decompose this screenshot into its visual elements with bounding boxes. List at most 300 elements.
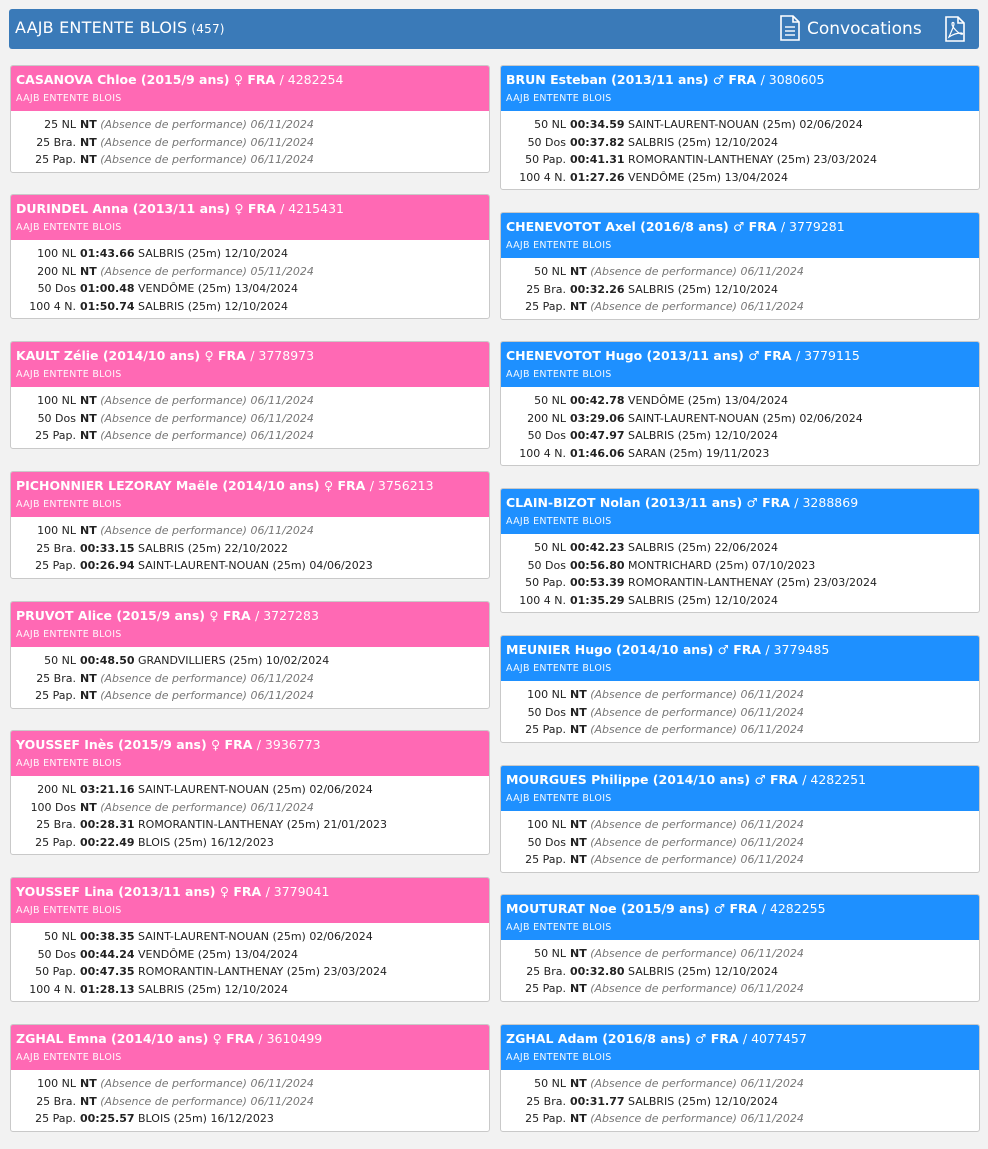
swimmer-name[interactable]: [16, 478, 434, 493]
swimmer-name-text: PRUVOT Alice (2015/9 ans) ♀ FRA: [16, 608, 251, 623]
performance-row: [11, 298, 489, 316]
performance-row: [11, 687, 489, 705]
swimmer-club: AAJB ENTENTE BLOIS: [16, 499, 122, 510]
absence-note: (Absence de performance) 05/11/2024: [100, 264, 314, 278]
absence-note: (Absence de performance) 06/11/2024: [100, 689, 314, 702]
performance-list: [11, 111, 489, 172]
swimmer-license: / 3779485: [765, 642, 830, 657]
performance-list: [11, 240, 489, 318]
best-time: 00:37.82: [570, 135, 625, 149]
best-time: 00:26.94: [80, 559, 135, 572]
performance-list: [501, 258, 979, 319]
event-label: 25 Bra.: [36, 1094, 76, 1108]
performance-row: [501, 151, 979, 169]
performance-row: [11, 946, 489, 964]
event-label: 25 Bra.: [36, 541, 76, 555]
performance-row: [11, 963, 489, 981]
absence-note: (Absence de performance) 06/11/2024: [100, 800, 314, 814]
absence-note: (Absence de performance) 06/11/2024: [100, 671, 314, 685]
swimmer-license: / 3080605: [760, 72, 825, 87]
event-label: 200 NL: [37, 264, 76, 278]
event-label: 50 Dos: [527, 429, 566, 442]
swimmer-card-header: [501, 895, 979, 940]
best-time: 00:33.15: [80, 541, 135, 555]
swimmer-license: / 3727283: [255, 608, 319, 623]
best-time: NT: [570, 1077, 587, 1090]
swimmer-name-text: MOURGUES Philippe (2014/10 ans) ♂ FRA: [506, 772, 798, 787]
swimmer-club: AAJB ENTENTE BLOIS: [16, 1052, 122, 1063]
swimmer-card: [10, 194, 490, 319]
absence-note: (Absence de performance) 06/11/2024: [100, 524, 314, 537]
best-time: NT: [570, 947, 587, 960]
swimmer-name[interactable]: [506, 901, 826, 916]
swimmer-card-header: [501, 1025, 979, 1070]
swimmer-name-text: CLAIN-BIZOT Nolan (2013/11 ans) ♂ FRA: [506, 495, 790, 510]
best-time: NT: [80, 671, 97, 685]
performance-place-date: SALBRIS (25m) 12/10/2024: [628, 429, 778, 442]
performance-place-date: SALBRIS (25m) 12/10/2024: [628, 1094, 778, 1108]
absence-note: (Absence de performance) 06/11/2024: [590, 265, 804, 278]
document-icon: [779, 15, 801, 44]
event-label: 100 4 N.: [519, 170, 566, 184]
swimmer-name[interactable]: [506, 219, 845, 234]
absence-note: (Absence de performance) 06/11/2024: [100, 118, 314, 131]
event-label: 100 4 N.: [519, 593, 566, 607]
event-label: 50 NL: [534, 265, 566, 278]
performance-place-date: ROMORANTIN-LANTHENAY (25m) 23/03/2024: [628, 576, 877, 589]
swimmer-name[interactable]: [506, 642, 829, 657]
swimmer-name[interactable]: [506, 1031, 807, 1046]
best-time: 00:56.80: [570, 558, 625, 572]
swimmer-card-header: [501, 489, 979, 534]
performance-row: [11, 1075, 489, 1093]
swimmer-license: / 4077457: [742, 1031, 807, 1046]
performance-row: [501, 298, 979, 316]
swimmer-card: [500, 894, 980, 1002]
performance-row: [11, 427, 489, 445]
performance-place-date: SALBRIS (25m) 12/10/2024: [628, 593, 778, 607]
performance-place-date: SALBRIS (25m) 12/10/2024: [138, 247, 288, 260]
performance-place-date: VENDÔME (25m) 13/04/2024: [138, 947, 298, 961]
best-time: 00:32.26: [570, 282, 625, 296]
performance-row: [501, 539, 979, 557]
performance-row: [501, 281, 979, 299]
swimmer-card: [500, 65, 980, 190]
absence-note: (Absence de performance) 06/11/2024: [590, 723, 804, 736]
swimmer-card: [500, 1024, 980, 1132]
swimmer-name-text: MEUNIER Hugo (2014/10 ans) ♂ FRA: [506, 642, 762, 657]
performance-row: [501, 963, 979, 981]
swimmer-card-header: [11, 878, 489, 923]
swimmer-card-header: [11, 342, 489, 387]
performance-row: [11, 1110, 489, 1128]
swimmer-name[interactable]: [16, 201, 344, 216]
performance-list: [501, 681, 979, 742]
performance-list: [501, 811, 979, 872]
event-label: 100 NL: [37, 1077, 76, 1090]
event-label: 50 NL: [534, 394, 566, 407]
performance-row: [501, 427, 979, 445]
event-label: 25 Bra.: [36, 818, 76, 831]
event-label: 50 Dos: [37, 411, 76, 425]
performance-list: [501, 387, 979, 465]
best-time: 00:31.77: [570, 1094, 625, 1108]
event-label: 50 NL: [534, 1077, 566, 1090]
swimmer-name[interactable]: [16, 608, 319, 623]
performance-place-date: SAINT-LAURENT-NOUAN (25m) 02/06/2024: [628, 411, 863, 425]
event-label: 100 4 N.: [29, 982, 76, 996]
absence-note: (Absence de performance) 06/11/2024: [100, 1077, 314, 1090]
event-label: 25 Pap.: [525, 1112, 566, 1125]
performance-place-date: GRANDVILLIERS (25m) 10/02/2024: [138, 654, 330, 667]
event-label: 25 Pap.: [525, 723, 566, 736]
absence-note: (Absence de performance) 06/11/2024: [590, 853, 804, 866]
event-label: 25 Pap.: [35, 1112, 76, 1125]
swimmer-license: / 3610499: [258, 1031, 323, 1046]
absence-note: (Absence de performance) 06/11/2024: [590, 300, 804, 313]
best-time: NT: [80, 800, 97, 814]
best-time: 01:43.66: [80, 247, 135, 260]
event-label: 100 NL: [527, 688, 566, 701]
absence-note: (Absence de performance) 06/11/2024: [590, 1077, 804, 1090]
performance-row: [501, 721, 979, 739]
performance-row: [501, 980, 979, 998]
event-label: 50 NL: [534, 118, 566, 131]
swimmer-card: [10, 471, 490, 579]
swimmer-license: / 3778973: [250, 348, 315, 363]
performance-place-date: ROMORANTIN-LANTHENAY (25m) 23/03/2024: [628, 153, 877, 166]
performance-row: [501, 816, 979, 834]
performance-row: [11, 540, 489, 558]
swimmer-name[interactable]: [16, 348, 314, 363]
event-label: 100 NL: [37, 247, 76, 260]
swimmer-name-text: CHENEVOTOT Axel (2016/8 ans) ♂ FRA: [506, 219, 777, 234]
performance-place-date: SALBRIS (25m) 12/10/2024: [138, 982, 288, 996]
best-time: 01:35.29: [570, 593, 625, 607]
best-time: NT: [570, 265, 587, 278]
swimmer-name[interactable]: [506, 772, 866, 787]
performance-place-date: VENDÔME (25m) 13/04/2024: [628, 170, 788, 184]
performance-row: [501, 1075, 979, 1093]
performance-row: [501, 945, 979, 963]
event-label: 25 Bra.: [526, 964, 566, 978]
swimmer-club: AAJB ENTENTE BLOIS: [506, 240, 612, 251]
swimmer-name[interactable]: [16, 737, 321, 752]
team-name: AAJB ENTENTE BLOIS: [15, 18, 188, 37]
swimmer-club: AAJB ENTENTE BLOIS: [506, 793, 612, 804]
event-label: 25 Bra.: [526, 1094, 566, 1108]
swimmer-license: / 3779281: [780, 219, 845, 234]
performance-row: [501, 410, 979, 428]
swimmer-card: [10, 341, 490, 449]
best-time: NT: [80, 118, 97, 131]
performance-place-date: VENDÔME (25m) 13/04/2024: [138, 282, 298, 295]
best-time: NT: [80, 689, 97, 702]
best-time: NT: [80, 1077, 97, 1090]
event-label: 25 Bra.: [36, 671, 76, 685]
performance-list: [11, 517, 489, 578]
event-label: 200 NL: [37, 783, 76, 796]
performance-row: [501, 851, 979, 869]
swimmer-license: / 3936773: [256, 737, 321, 752]
event-label: 25 Pap.: [525, 982, 566, 995]
absence-note: (Absence de performance) 06/11/2024: [590, 947, 804, 960]
best-time: 00:44.24: [80, 947, 135, 961]
performance-row: [501, 116, 979, 134]
swimmer-name-text: YOUSSEF Lina (2013/11 ans) ♀ FRA: [16, 884, 262, 899]
swimmer-name-text: ZGHAL Emna (2014/10 ans) ♀ FRA: [16, 1031, 255, 1046]
best-time: 00:41.31: [570, 153, 625, 166]
swimmer-card: [10, 601, 490, 709]
swimmer-club: AAJB ENTENTE BLOIS: [16, 905, 122, 916]
best-time: NT: [80, 264, 97, 278]
best-time: NT: [570, 982, 587, 995]
performance-row: [11, 781, 489, 799]
performance-list: [501, 940, 979, 1001]
swimmer-card: [500, 635, 980, 743]
swimmer-license: / 3779115: [795, 348, 860, 363]
event-label: 25 NL: [44, 118, 76, 131]
swimmer-card: [500, 341, 980, 466]
best-time: 00:53.39: [570, 576, 625, 589]
event-label: 50 Dos: [527, 558, 566, 572]
swimmer-card-header: [11, 731, 489, 776]
performance-row: [11, 981, 489, 999]
best-time: NT: [80, 135, 97, 149]
swimmer-name-text: DURINDEL Anna (2013/11 ans) ♀ FRA: [16, 201, 276, 216]
best-time: NT: [570, 835, 587, 849]
performance-row: [501, 834, 979, 852]
absence-note: (Absence de performance) 06/11/2024: [100, 394, 314, 407]
event-label: 50 NL: [44, 930, 76, 943]
performance-row: [501, 592, 979, 610]
swimmer-club: AAJB ENTENTE BLOIS: [16, 222, 122, 233]
absence-note: (Absence de performance) 06/11/2024: [100, 1094, 314, 1108]
best-time: 03:29.06: [570, 411, 625, 425]
performance-list: [11, 776, 489, 854]
performance-list: [501, 1070, 979, 1131]
best-time: 00:42.23: [570, 541, 625, 554]
performance-row: [501, 169, 979, 187]
best-time: 01:00.48: [80, 282, 135, 295]
performance-row: [11, 1093, 489, 1111]
event-label: 25 Pap.: [35, 559, 76, 572]
event-label: 50 Dos: [37, 282, 76, 295]
event-label: 100 4 N.: [29, 299, 76, 313]
swimmer-name-text: CASANOVA Chloe (2015/9 ans) ♀ FRA: [16, 72, 276, 87]
swimmer-club: AAJB ENTENTE BLOIS: [16, 369, 122, 380]
swimmer-club: AAJB ENTENTE BLOIS: [506, 369, 612, 380]
event-label: 200 NL: [527, 411, 566, 425]
performance-row: [11, 134, 489, 152]
swimmer-name[interactable]: [16, 1031, 322, 1046]
performance-place-date: SAINT-LAURENT-NOUAN (25m) 02/06/2024: [628, 118, 863, 131]
performance-place-date: SALBRIS (25m) 22/06/2024: [628, 541, 778, 554]
swimmer-card-header: [501, 636, 979, 681]
pdf-icon: [944, 32, 966, 45]
absence-note: (Absence de performance) 06/11/2024: [590, 688, 804, 701]
best-time: NT: [80, 411, 97, 425]
best-time: NT: [80, 1094, 97, 1108]
performance-place-date: BLOIS (25m) 16/12/2023: [138, 1112, 274, 1125]
performance-row: [501, 704, 979, 722]
swimmer-club: AAJB ENTENTE BLOIS: [506, 516, 612, 527]
event-label: 50 NL: [534, 541, 566, 554]
swimmer-club: AAJB ENTENTE BLOIS: [506, 1052, 612, 1063]
best-time: 03:21.16: [80, 783, 135, 796]
performance-list: [501, 111, 979, 189]
event-label: 50 NL: [44, 654, 76, 667]
event-label: 25 Bra.: [526, 282, 566, 296]
best-time: NT: [570, 853, 587, 866]
performance-row: [501, 1110, 979, 1128]
best-time: NT: [570, 818, 587, 831]
swimmer-name[interactable]: [506, 72, 824, 87]
pdf-export-button[interactable]: [944, 16, 966, 45]
event-label: 25 Pap.: [35, 429, 76, 442]
swimmer-license: / 4282251: [802, 772, 867, 787]
swimmer-club: AAJB ENTENTE BLOIS: [16, 758, 122, 769]
performance-list: [501, 534, 979, 612]
performance-row: [501, 134, 979, 152]
swimmer-card: [500, 212, 980, 320]
performance-row: [501, 1093, 979, 1111]
performance-place-date: SALBRIS (25m) 12/10/2024: [628, 964, 778, 978]
swimmer-name[interactable]: [16, 884, 329, 899]
best-time: NT: [80, 153, 97, 166]
event-label: 50 Pap.: [35, 965, 76, 978]
event-label: 25 Pap.: [35, 689, 76, 702]
best-time: 00:48.50: [80, 654, 135, 667]
swimmer-name[interactable]: [506, 348, 860, 363]
absence-note: (Absence de performance) 06/11/2024: [100, 429, 314, 442]
event-label: 25 Bra.: [36, 135, 76, 149]
best-time: 00:34.59: [570, 118, 625, 131]
swimmer-license: / 3756213: [369, 478, 434, 493]
swimmer-card: [10, 1024, 490, 1132]
performance-place-date: SARAN (25m) 19/11/2023: [628, 446, 770, 460]
swimmer-name-text: BRUN Esteban (2013/11 ans) ♂ FRA: [506, 72, 757, 87]
best-time: 00:25.57: [80, 1112, 135, 1125]
performance-row: [501, 557, 979, 575]
best-time: 01:27.26: [570, 170, 625, 184]
swimmer-card-header: [11, 1025, 489, 1070]
event-label: 25 Pap.: [525, 300, 566, 313]
swimmer-card-header: [501, 766, 979, 811]
best-time: 01:46.06: [570, 446, 625, 460]
performance-place-date: SAINT-LAURENT-NOUAN (25m) 02/06/2024: [138, 930, 373, 943]
event-label: 25 Pap.: [525, 853, 566, 866]
best-time: NT: [80, 524, 97, 537]
swimmer-license: / 4215431: [280, 201, 344, 216]
performance-row: [11, 410, 489, 428]
absence-note: (Absence de performance) 06/11/2024: [590, 1112, 804, 1125]
event-label: 50 Pap.: [525, 576, 566, 589]
swimmer-card: [10, 877, 490, 1002]
best-time: 01:28.13: [80, 982, 135, 996]
event-label: 50 Pap.: [525, 153, 566, 166]
absence-note: (Absence de performance) 06/11/2024: [100, 411, 314, 425]
swimmer-club: AAJB ENTENTE BLOIS: [506, 93, 612, 104]
performance-row: [11, 116, 489, 134]
performance-place-date: ROMORANTIN-LANTHENAY (25m) 23/03/2024: [138, 965, 387, 978]
swimmer-card-header: [11, 602, 489, 647]
event-label: 100 Dos: [30, 800, 76, 814]
performance-row: [11, 652, 489, 670]
swimmer-club: AAJB ENTENTE BLOIS: [506, 663, 612, 674]
best-time: 00:47.97: [570, 429, 625, 442]
absence-note: (Absence de performance) 06/11/2024: [590, 705, 804, 719]
swimmer-card: [500, 765, 980, 873]
best-time: NT: [570, 705, 587, 719]
performance-row: [11, 928, 489, 946]
event-label: 50 NL: [534, 947, 566, 960]
swimmer-license: / 4282254: [279, 72, 344, 87]
event-label: 100 NL: [37, 394, 76, 407]
performance-row: [11, 151, 489, 169]
swimmer-card: [10, 730, 490, 855]
performance-row: [11, 263, 489, 281]
performance-place-date: VENDÔME (25m) 13/04/2024: [628, 394, 788, 407]
performance-row: [11, 799, 489, 817]
team-header: [9, 9, 979, 49]
best-time: 00:42.78: [570, 394, 625, 407]
best-time: NT: [570, 723, 587, 736]
performance-place-date: SALBRIS (25m) 12/10/2024: [138, 299, 288, 313]
event-label: 25 Pap.: [35, 835, 76, 849]
event-label: 100 NL: [37, 524, 76, 537]
best-time: 00:22.49: [80, 835, 135, 849]
performance-row: [11, 392, 489, 410]
best-time: NT: [80, 394, 97, 407]
performance-row: [11, 522, 489, 540]
performance-place-date: ROMORANTIN-LANTHENAY (25m) 21/01/2023: [138, 818, 387, 831]
swimmer-card-header: [501, 213, 979, 258]
best-time: 00:28.31: [80, 818, 135, 831]
swimmer-name[interactable]: [16, 72, 343, 87]
best-time: 00:38.35: [80, 930, 135, 943]
swimmer-club: AAJB ENTENTE BLOIS: [16, 629, 122, 640]
performance-place-date: BLOIS (25m) 16/12/2023: [138, 835, 274, 849]
performance-place-date: SAINT-LAURENT-NOUAN (25m) 02/06/2024: [138, 783, 373, 796]
swimmer-name[interactable]: [506, 495, 858, 510]
performance-row: [501, 392, 979, 410]
performance-list: [11, 1070, 489, 1131]
event-label: 25 Pap.: [35, 153, 76, 166]
swimmer-name-text: PICHONNIER LEZORAY Maële (2014/10 ans) ♀ FRA: [16, 478, 366, 493]
swimmer-card-header: [11, 472, 489, 517]
performance-row: [11, 280, 489, 298]
swimmer-name-text: YOUSSEF Inès (2015/9 ans) ♀ FRA: [16, 737, 253, 752]
performance-list: [11, 387, 489, 448]
absence-note: (Absence de performance) 06/11/2024: [100, 135, 314, 149]
team-title: [15, 18, 225, 37]
performance-place-date: SALBRIS (25m) 22/10/2022: [138, 541, 288, 555]
event-label: 100 4 N.: [519, 446, 566, 460]
swimmer-name-text: CHENEVOTOT Hugo (2013/11 ans) ♂ FRA: [506, 348, 792, 363]
swimmer-card-header: [11, 66, 489, 111]
swimmer-name-text: ZGHAL Adam (2016/8 ans) ♂ FRA: [506, 1031, 739, 1046]
event-label: 50 Dos: [527, 835, 566, 849]
absence-note: (Absence de performance) 06/11/2024: [590, 818, 804, 831]
convocations-button[interactable]: [779, 16, 922, 42]
swimmer-name-text: MOUTURAT Noe (2015/9 ans) ♂ FRA: [506, 901, 758, 916]
absence-note: (Absence de performance) 06/11/2024: [100, 153, 314, 166]
swimmer-card-header: [11, 195, 489, 240]
swimmer-license: / 3779041: [265, 884, 330, 899]
best-time: NT: [570, 688, 587, 701]
swimmer-card: [500, 488, 980, 613]
